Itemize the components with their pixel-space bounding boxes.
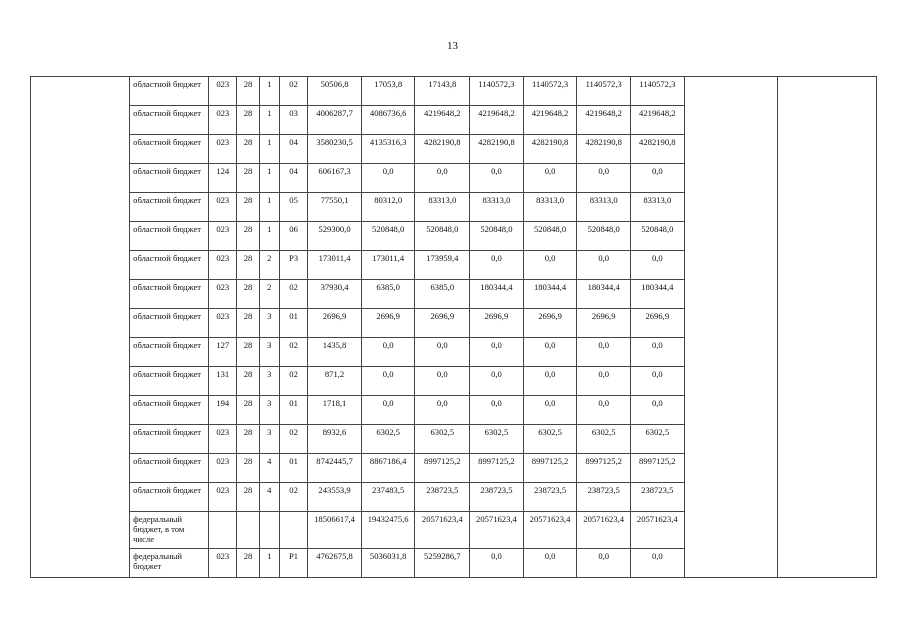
- code-cell-c4: 04: [279, 135, 307, 164]
- code-cell-c4: 02: [279, 483, 307, 512]
- code-cell-c4: [279, 512, 307, 549]
- amount-cell-v3: 0,0: [415, 338, 470, 367]
- amount-cell-v7: 2696,9: [631, 309, 685, 338]
- amount-cell-v7: 0,0: [631, 251, 685, 280]
- code-cell-c1: 131: [209, 367, 237, 396]
- code-cell-c1: 127: [209, 338, 237, 367]
- amount-cell-v2: 0,0: [361, 367, 415, 396]
- amount-cell-v5: 238723,5: [523, 483, 577, 512]
- code-cell-c3: 3: [259, 396, 279, 425]
- amount-cell-v5: 0,0: [523, 338, 577, 367]
- amount-cell-v4: 4282190,8: [470, 135, 524, 164]
- amount-cell-v4: 4219648,2: [470, 106, 524, 135]
- code-cell-c3: 1: [259, 193, 279, 222]
- amount-cell-v3: 8997125,2: [415, 454, 470, 483]
- amount-cell-v2: 5036031,8: [361, 549, 415, 578]
- amount-cell-v1: 8932,6: [308, 425, 362, 454]
- amount-cell-v5: 0,0: [523, 396, 577, 425]
- code-cell-c4: 02: [279, 425, 307, 454]
- amount-cell-v6: 0,0: [577, 549, 631, 578]
- amount-cell-v5: 20571623,4: [523, 512, 577, 549]
- amount-cell-v3: 6385,0: [415, 280, 470, 309]
- code-cell-c1: 023: [209, 193, 237, 222]
- amount-cell-v1: 173011,4: [308, 251, 362, 280]
- code-cell-c3: 1: [259, 164, 279, 193]
- amount-cell-v3: 0,0: [415, 367, 470, 396]
- funding-source-cell: областной бюджет: [130, 367, 209, 396]
- amount-cell-v4: 2696,9: [470, 309, 524, 338]
- code-cell-c1: 023: [209, 309, 237, 338]
- code-cell-c3: 3: [259, 367, 279, 396]
- code-cell-c4: P3: [279, 251, 307, 280]
- amount-cell-v3: 173959,4: [415, 251, 470, 280]
- amount-cell-v6: 20571623,4: [577, 512, 631, 549]
- amount-cell-v6: 83313,0: [577, 193, 631, 222]
- amount-cell-v4: 0,0: [470, 396, 524, 425]
- funding-source-cell: областной бюджет: [130, 77, 209, 106]
- amount-cell-v4: 1140572,3: [470, 77, 524, 106]
- code-cell-c3: 1: [259, 135, 279, 164]
- amount-cell-v1: 2696,9: [308, 309, 362, 338]
- amount-cell-v3: 5259286,7: [415, 549, 470, 578]
- amount-cell-v3: 2696,9: [415, 309, 470, 338]
- amount-cell-v5: 2696,9: [523, 309, 577, 338]
- funding-source-cell: областной бюджет: [130, 193, 209, 222]
- code-cell-c3: 4: [259, 454, 279, 483]
- amount-cell-v2: 6385,0: [361, 280, 415, 309]
- code-cell-c3: 1: [259, 222, 279, 251]
- amount-cell-v3: 0,0: [415, 396, 470, 425]
- amount-cell-v7: 520848,0: [631, 222, 685, 251]
- amount-cell-v6: 0,0: [577, 251, 631, 280]
- page-number: 13: [447, 40, 458, 52]
- code-cell-c3: 3: [259, 425, 279, 454]
- amount-cell-v2: 4086736,6: [361, 106, 415, 135]
- amount-cell-v3: 4219648,2: [415, 106, 470, 135]
- funding-source-cell: областной бюджет: [130, 338, 209, 367]
- code-cell-c2: 28: [237, 106, 259, 135]
- amount-cell-v5: 8997125,2: [523, 454, 577, 483]
- amount-cell-v1: 1435,8: [308, 338, 362, 367]
- code-cell-c1: 023: [209, 135, 237, 164]
- funding-source-cell: областной бюджет: [130, 454, 209, 483]
- code-cell-c3: 1: [259, 549, 279, 578]
- amount-cell-v7: 83313,0: [631, 193, 685, 222]
- amount-cell-v6: 2696,9: [577, 309, 631, 338]
- code-cell-c3: 1: [259, 106, 279, 135]
- amount-cell-v3: 4282190,8: [415, 135, 470, 164]
- code-cell-c4: 01: [279, 309, 307, 338]
- code-cell-c1: 023: [209, 77, 237, 106]
- code-cell-c1: 023: [209, 425, 237, 454]
- amount-cell-v1: 243553,9: [308, 483, 362, 512]
- funding-source-cell: областной бюджет: [130, 309, 209, 338]
- amount-cell-v2: 19432475,6: [361, 512, 415, 549]
- amount-cell-v2: 17053,8: [361, 77, 415, 106]
- code-cell-c1: 023: [209, 222, 237, 251]
- amount-cell-v7: 0,0: [631, 396, 685, 425]
- amount-cell-v6: 180344,4: [577, 280, 631, 309]
- amount-cell-v4: 520848,0: [470, 222, 524, 251]
- code-cell-c4: P1: [279, 549, 307, 578]
- amount-cell-v4: 83313,0: [470, 193, 524, 222]
- amount-cell-v5: 520848,0: [523, 222, 577, 251]
- amount-cell-v6: 4282190,8: [577, 135, 631, 164]
- amount-cell-v1: 18506617,4: [308, 512, 362, 549]
- amount-cell-v2: 80312,0: [361, 193, 415, 222]
- amount-cell-v1: 4762675,8: [308, 549, 362, 578]
- amount-cell-v7: 180344,4: [631, 280, 685, 309]
- amount-cell-v6: 0,0: [577, 164, 631, 193]
- code-cell-c2: [237, 512, 259, 549]
- amount-cell-v3: 6302,5: [415, 425, 470, 454]
- amount-cell-v4: 0,0: [470, 251, 524, 280]
- code-cell-c1: 023: [209, 280, 237, 309]
- table-body: [31, 77, 877, 578]
- amount-cell-v7: 4219648,2: [631, 106, 685, 135]
- amount-cell-v7: 0,0: [631, 367, 685, 396]
- code-cell-c2: 28: [237, 251, 259, 280]
- amount-cell-v6: 8997125,2: [577, 454, 631, 483]
- funding-source-cell: областной бюджет: [130, 251, 209, 280]
- amount-cell-v1: 50506,8: [308, 77, 362, 106]
- amount-cell-v2: 520848,0: [361, 222, 415, 251]
- funding-source-cell: федеральный бюджет, в том числе: [130, 512, 209, 549]
- code-cell-c1: 023: [209, 549, 237, 578]
- amount-cell-v7: 238723,5: [631, 483, 685, 512]
- code-cell-c2: 28: [237, 77, 259, 106]
- amount-cell-v6: 4219648,2: [577, 106, 631, 135]
- amount-cell-v2: 8867186,4: [361, 454, 415, 483]
- amount-cell-v5: 0,0: [523, 164, 577, 193]
- amount-cell-v1: 871,2: [308, 367, 362, 396]
- amount-cell-v1: 529300,0: [308, 222, 362, 251]
- amount-cell-v4: 0,0: [470, 367, 524, 396]
- amount-cell-v2: 0,0: [361, 164, 415, 193]
- amount-cell-v6: 6302,5: [577, 425, 631, 454]
- blank-right-cell-1: [684, 77, 777, 578]
- code-cell-c4: 02: [279, 367, 307, 396]
- amount-cell-v7: 4282190,8: [631, 135, 685, 164]
- code-cell-c3: 1: [259, 77, 279, 106]
- amount-cell-v7: 8997125,2: [631, 454, 685, 483]
- amount-cell-v6: 520848,0: [577, 222, 631, 251]
- funding-source-cell: областной бюджет: [130, 135, 209, 164]
- amount-cell-v1: 77550,1: [308, 193, 362, 222]
- amount-cell-v6: 0,0: [577, 367, 631, 396]
- amount-cell-v2: 0,0: [361, 396, 415, 425]
- code-cell-c2: 28: [237, 425, 259, 454]
- amount-cell-v3: 83313,0: [415, 193, 470, 222]
- code-cell-c2: 28: [237, 454, 259, 483]
- amount-cell-v5: 6302,5: [523, 425, 577, 454]
- funding-source-cell: областной бюджет: [130, 483, 209, 512]
- code-cell-c3: 3: [259, 309, 279, 338]
- code-cell-c4: 02: [279, 77, 307, 106]
- code-cell-c4: 03: [279, 106, 307, 135]
- code-cell-c1: [209, 512, 237, 549]
- amount-cell-v2: 173011,4: [361, 251, 415, 280]
- amount-cell-v2: 237483,5: [361, 483, 415, 512]
- funding-source-cell: областной бюджет: [130, 425, 209, 454]
- code-cell-c3: 4: [259, 483, 279, 512]
- amount-cell-v7: 20571623,4: [631, 512, 685, 549]
- funding-source-cell: областной бюджет: [130, 396, 209, 425]
- funding-source-cell: областной бюджет: [130, 106, 209, 135]
- amount-cell-v7: 0,0: [631, 338, 685, 367]
- amount-cell-v3: 17143,8: [415, 77, 470, 106]
- amount-cell-v7: 6302,5: [631, 425, 685, 454]
- code-cell-c1: 194: [209, 396, 237, 425]
- amount-cell-v2: 4135316,3: [361, 135, 415, 164]
- code-cell-c1: 124: [209, 164, 237, 193]
- code-cell-c4: 05: [279, 193, 307, 222]
- amount-cell-v4: 0,0: [470, 338, 524, 367]
- amount-cell-v4: 20571623,4: [470, 512, 524, 549]
- code-cell-c4: 02: [279, 280, 307, 309]
- blank-left-cell: [31, 77, 130, 578]
- code-cell-c4: 06: [279, 222, 307, 251]
- code-cell-c3: 3: [259, 338, 279, 367]
- amount-cell-v4: 238723,5: [470, 483, 524, 512]
- code-cell-c1: 023: [209, 251, 237, 280]
- code-cell-c2: 28: [237, 193, 259, 222]
- amount-cell-v5: 0,0: [523, 367, 577, 396]
- amount-cell-v1: 3580230,5: [308, 135, 362, 164]
- amount-cell-v3: 0,0: [415, 164, 470, 193]
- amount-cell-v1: 8742445,7: [308, 454, 362, 483]
- code-cell-c1: 023: [209, 454, 237, 483]
- code-cell-c4: 02: [279, 338, 307, 367]
- amount-cell-v4: 0,0: [470, 549, 524, 578]
- amount-cell-v6: 0,0: [577, 396, 631, 425]
- amount-cell-v5: 0,0: [523, 251, 577, 280]
- budget-table: [30, 76, 877, 578]
- blank-right-cell-2: [777, 77, 876, 578]
- amount-cell-v4: 0,0: [470, 164, 524, 193]
- amount-cell-v5: 180344,4: [523, 280, 577, 309]
- code-cell-c4: 04: [279, 164, 307, 193]
- code-cell-c3: [259, 512, 279, 549]
- amount-cell-v4: 6302,5: [470, 425, 524, 454]
- code-cell-c2: 28: [237, 367, 259, 396]
- amount-cell-v5: 4282190,8: [523, 135, 577, 164]
- code-cell-c2: 28: [237, 164, 259, 193]
- amount-cell-v7: 1140572,3: [631, 77, 685, 106]
- code-cell-c4: 01: [279, 396, 307, 425]
- code-cell-c2: 28: [237, 280, 259, 309]
- funding-source-cell: областной бюджет: [130, 222, 209, 251]
- code-cell-c3: 2: [259, 251, 279, 280]
- amount-cell-v2: 0,0: [361, 338, 415, 367]
- amount-cell-v1: 4006287,7: [308, 106, 362, 135]
- code-cell-c2: 28: [237, 309, 259, 338]
- amount-cell-v6: 0,0: [577, 338, 631, 367]
- amount-cell-v7: 0,0: [631, 164, 685, 193]
- code-cell-c2: 28: [237, 222, 259, 251]
- amount-cell-v2: 6302,5: [361, 425, 415, 454]
- amount-cell-v5: 83313,0: [523, 193, 577, 222]
- code-cell-c1: 023: [209, 483, 237, 512]
- amount-cell-v5: 4219648,2: [523, 106, 577, 135]
- code-cell-c3: 2: [259, 280, 279, 309]
- code-cell-c2: 28: [237, 338, 259, 367]
- table-row: [31, 77, 877, 106]
- amount-cell-v1: 606167,3: [308, 164, 362, 193]
- code-cell-c4: 01: [279, 454, 307, 483]
- funding-source-cell: областной бюджет: [130, 280, 209, 309]
- amount-cell-v5: 1140572,3: [523, 77, 577, 106]
- amount-cell-v3: 520848,0: [415, 222, 470, 251]
- funding-source-cell: федеральный бюджет: [130, 549, 209, 578]
- amount-cell-v2: 2696,9: [361, 309, 415, 338]
- code-cell-c2: 28: [237, 549, 259, 578]
- code-cell-c2: 28: [237, 135, 259, 164]
- amount-cell-v4: 180344,4: [470, 280, 524, 309]
- amount-cell-v4: 8997125,2: [470, 454, 524, 483]
- amount-cell-v1: 1718,1: [308, 396, 362, 425]
- code-cell-c1: 023: [209, 106, 237, 135]
- amount-cell-v7: 0,0: [631, 549, 685, 578]
- amount-cell-v6: 238723,5: [577, 483, 631, 512]
- amount-cell-v6: 1140572,3: [577, 77, 631, 106]
- amount-cell-v5: 0,0: [523, 549, 577, 578]
- amount-cell-v3: 238723,5: [415, 483, 470, 512]
- amount-cell-v1: 37930,4: [308, 280, 362, 309]
- code-cell-c2: 28: [237, 483, 259, 512]
- code-cell-c2: 28: [237, 396, 259, 425]
- amount-cell-v3: 20571623,4: [415, 512, 470, 549]
- funding-source-cell: областной бюджет: [130, 164, 209, 193]
